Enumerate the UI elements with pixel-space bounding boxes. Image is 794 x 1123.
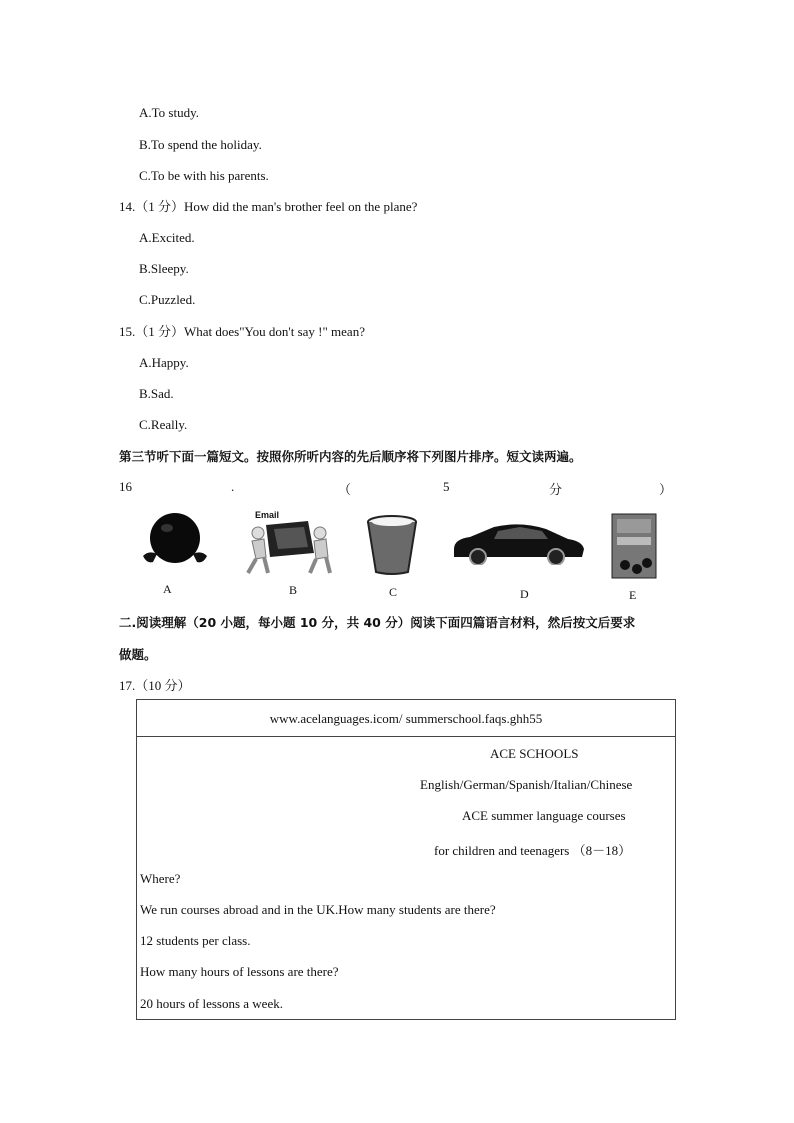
section2-instruction-line1: 二.阅读理解（20 小题，每小题 10 分，共 40 分）阅读下面四篇语言材料，然后按文后要求: [119, 615, 636, 630]
car-icon: [450, 519, 586, 565]
q16-open-paren: （: [338, 482, 352, 497]
section2-instruction-line2: 做题。: [119, 647, 157, 662]
option-15b: B.Sad.: [139, 386, 174, 401]
ace-schools-box: [136, 699, 676, 1020]
url-header: [137, 700, 675, 737]
picture-label-b: B: [289, 583, 298, 597]
q16-number: 16: [119, 479, 132, 494]
picture-label-c: C: [389, 585, 398, 599]
ace-courses: ACE summer language courses: [462, 808, 626, 823]
faq-line-1: Where?: [140, 871, 181, 886]
faq-line-4: How many hours of lessons are there?: [140, 964, 339, 979]
q16-score: 5: [443, 479, 450, 494]
picture-label-d: D: [520, 587, 529, 601]
q16-dot: .: [231, 479, 235, 494]
question-17-number: 17.（10 分）: [119, 678, 191, 693]
picture-label-a: A: [163, 582, 172, 596]
section3-instruction: 第三节听下面一篇短文。按照你所听内容的先后顺序将下列图片排序。短文读两遍。: [119, 449, 582, 464]
option-14c: C.Puzzled.: [139, 292, 196, 307]
option-14b: B.Sleepy.: [139, 261, 189, 276]
email-caption: Email: [255, 510, 280, 520]
q16-close-paren: ）: [659, 482, 673, 497]
picture-label-e: E: [629, 588, 637, 602]
question-14: 14.（1 分）How did the man's brother feel on the plane?: [119, 199, 418, 214]
ace-title: ACE SCHOOLS: [490, 746, 579, 761]
question-15: 15.（1 分）What does"You don't say !" mean?: [119, 324, 365, 339]
option-13a: A.To study.: [139, 105, 199, 120]
url-text: www.acelanguages.icom/ summerschool.faqs.ghh55: [269, 711, 543, 726]
ball-icon: [139, 510, 211, 568]
faq-line-2: We run courses abroad and in the UK.How many students are there?: [140, 902, 496, 917]
question-16: [119, 479, 673, 497]
q16-unit: 分: [549, 482, 563, 497]
email-figures-icon: [244, 517, 332, 577]
faq-line-3: 12 students per class.: [140, 933, 251, 948]
option-15c: C.Really.: [139, 417, 188, 432]
cup-icon: [366, 514, 418, 576]
option-13c: C.To be with his parents.: [139, 168, 269, 183]
ace-audience: for children and teenagers （8－18）: [434, 843, 632, 858]
faq-line-5: 20 hours of lessons a week.: [140, 996, 283, 1011]
option-13b: B.To spend the holiday.: [139, 137, 262, 152]
option-14a: A.Excited.: [139, 230, 195, 245]
book-icon: [611, 513, 657, 579]
ace-languages: English/German/Spanish/Italian/Chinese: [420, 777, 633, 792]
option-15a: A.Happy.: [139, 355, 189, 370]
